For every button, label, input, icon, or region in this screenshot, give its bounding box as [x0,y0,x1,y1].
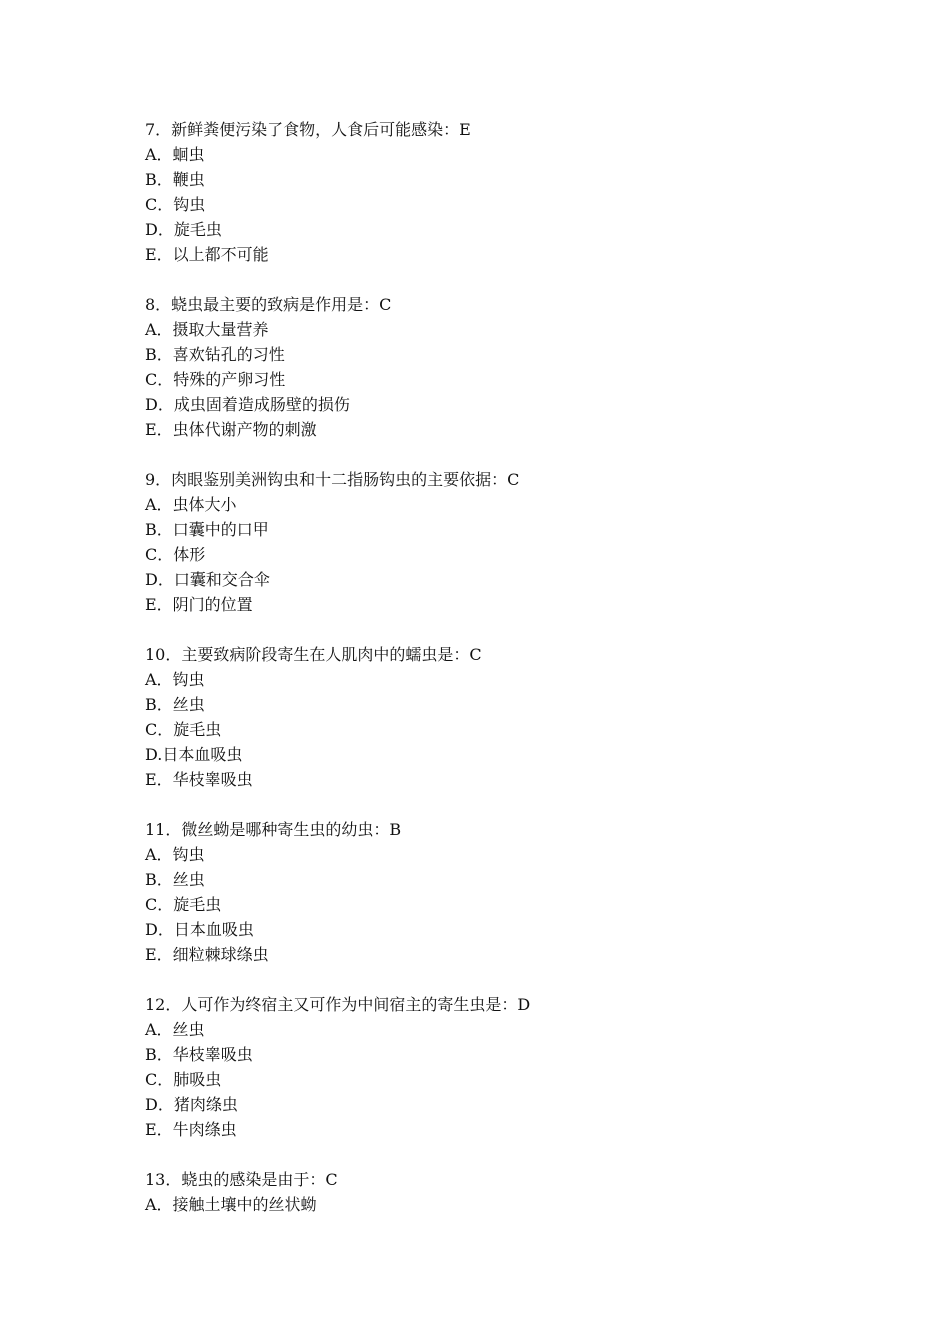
option-b: B．丝虫 [145,695,205,714]
option-d: D．口囊和交合伞 [145,570,270,589]
option-b: B．华枝睾吸虫 [145,1045,253,1064]
question-12 [145,992,845,1142]
option-e: E．华枝睾吸虫 [145,770,253,789]
question-7 [145,117,845,267]
question-stem: 8．蛲虫最主要的致病是作用是：C [145,295,392,314]
option-d: D．旋毛虫 [145,220,222,239]
option-e: E．以上都不可能 [145,245,269,264]
question-8 [145,292,845,442]
option-e: E．虫体代谢产物的刺激 [145,420,317,439]
question-10 [145,642,845,792]
option-c: C．肺吸虫 [145,1070,222,1089]
document-page [145,117,845,1242]
option-e: E．细粒棘球绦虫 [145,945,269,964]
question-11 [145,817,845,967]
option-c: C．体形 [145,545,206,564]
question-stem: 9．肉眼鉴别美洲钩虫和十二指肠钩虫的主要依据：C [145,470,520,489]
option-a: A．钩虫 [145,670,205,689]
option-d: D．猪肉绦虫 [145,1095,238,1114]
question-9 [145,467,845,617]
option-b: B．喜欢钻孔的习性 [145,345,285,364]
question-stem: 12．人可作为终宿主又可作为中间宿主的寄生虫是：D [145,995,531,1014]
question-stem: 11．微丝蚴是哪种寄生虫的幼虫：B [145,820,402,839]
option-c: C．特殊的产卵习性 [145,370,286,389]
option-b: B．丝虫 [145,870,205,889]
question-stem: 10．主要致病阶段寄生在人肌肉中的蠕虫是：C [145,645,482,664]
option-b: B．鞭虫 [145,170,205,189]
question-13 [145,1167,845,1217]
option-b: B．口囊中的口甲 [145,520,269,539]
question-stem: 7．新鲜粪便污染了食物，人食后可能感染：E [145,120,471,139]
option-a: A．摄取大量营养 [145,320,269,339]
question-stem: 13．蛲虫的感染是由于：C [145,1170,338,1189]
option-c: C．旋毛虫 [145,895,222,914]
option-a: A．接触土壤中的丝状蚴 [145,1195,317,1214]
option-e: E．牛肉绦虫 [145,1120,237,1139]
option-d: D．日本血吸虫 [145,920,254,939]
option-a: A．蛔虫 [145,145,205,164]
option-a: A．丝虫 [145,1020,205,1039]
option-a: A．虫体大小 [145,495,237,514]
option-c: C．钩虫 [145,195,206,214]
option-e: E．阴门的位置 [145,595,253,614]
option-d: D.日本血吸虫 [145,745,243,764]
option-a: A．钩虫 [145,845,205,864]
option-d: D．成虫固着造成肠壁的损伤 [145,395,350,414]
option-c: C．旋毛虫 [145,720,222,739]
